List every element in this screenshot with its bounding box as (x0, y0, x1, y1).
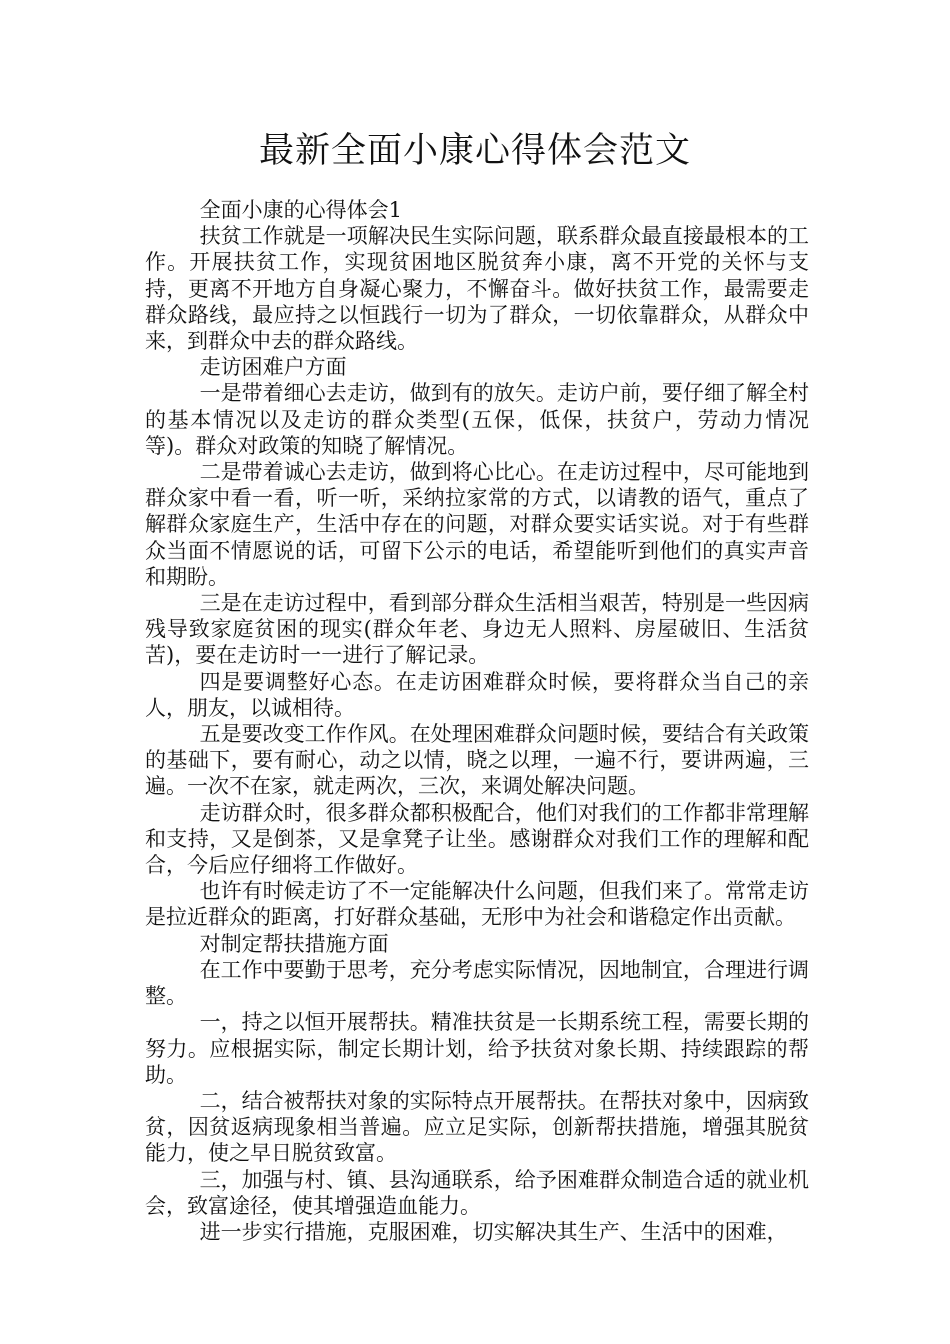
paragraph: 一是带着细心去走访，做到有的放矢。走访户前，要仔细了解全村的基本情况以及走访的群众类型(五保，低保，扶贫户，劳动力情况等)。群众对政策的知晓了解情况。 (145, 381, 809, 458)
paragraph: 二是带着诚心去走访，做到将心比心。在走访过程中，尽可能地到群众家中看一看，听一听，采纳拉家常的方式，以请教的语气，重点了解群众家庭生产，生活中存在的问题，对群众要实话实说。对于有些群众当面不情愿说的话，可留下公示的电话，希望能听到他们的真实声音和期盼。 (145, 460, 809, 589)
paragraph: 在工作中要勤于思考，充分考虑实际情况，因地制宜，合理进行调整。 (145, 957, 809, 1009)
paragraph: 四是要调整好心态。在走访困难群众时候，要将群众当自己的亲人，朋友，以诚相待。 (145, 669, 809, 720)
paragraph: 三，加强与村、镇、县沟通联系，给予困难群众制造合适的就业机会，致富途径，使其增强造血能力。 (145, 1167, 809, 1218)
paragraph: 五是要改变工作作风。在处理困难群众问题时候，要结合有关政策的基础下，要有耐心，动之以情，晓之以理，一遍不行，要讲两遍，三遍。一次不在家，就走两次，三次，来调处解决问题。 (145, 722, 809, 799)
paragraph: 二，结合被帮扶对象的实际特点开展帮扶。在帮扶对象中，因病致贫，因贫返病现象相当普遍。应立足实际，创新帮扶措施，增强其脱贫能力，使之早日脱贫致富。 (145, 1088, 809, 1166)
paragraph: 三是在走访过程中，看到部分群众生活相当艰苦，特别是一些因病残导致家庭贫困的现实(群众年老、身边无人照料、房屋破旧、生活贫苦)，要在走访时一一进行了解记录。 (145, 591, 809, 668)
paragraph: 走访群众时，很多群众都积极配合，他们对我们的工作都非常理解和支持，又是倒茶，又是拿凳子让坐。感谢群众对我们工作的理解和配合，今后应仔细将工作做好。 (145, 800, 809, 878)
section-heading: 对制定帮扶措施方面 (199, 931, 389, 956)
paragraph: 也许有时候走访了不一定能解决什么问题，但我们来了。常常走访是拉近群众的距离，打好群众基础，无形中为社会和谐稳定作出贡献。 (145, 879, 809, 930)
document-title: 最新全面小康心得体会范文 (258, 131, 691, 171)
paragraph: 一，持之以恒开展帮扶。精准扶贫是一长期系统工程，需要长期的努力。应根据实际，制定长期计划，给予扶贫对象长期、持续跟踪的帮助。 (145, 1010, 809, 1087)
paragraph: 进一步实行措施，克服困难，切实解决其生产、生活中的困难， (199, 1219, 788, 1244)
paragraph: 扶贫工作就是一项解决民生实际问题，联系群众最直接最根本的工作。开展扶贫工作，实现贫困地区脱贫奔小康，离不开党的关怀与支持，更离不开地方自身凝心聚力，不懈奋斗。做好扶贫工作，最需要走群众路线，最应持之以恒践行一切为了群众，一切依靠群众，从群众中来，到群众中去的群众路线。 (145, 224, 809, 354)
document-body (145, 197, 809, 1245)
section-heading: 走访困难户方面 (199, 355, 347, 380)
paragraph-subtitle: 全面小康的心得体会1 (199, 198, 402, 222)
